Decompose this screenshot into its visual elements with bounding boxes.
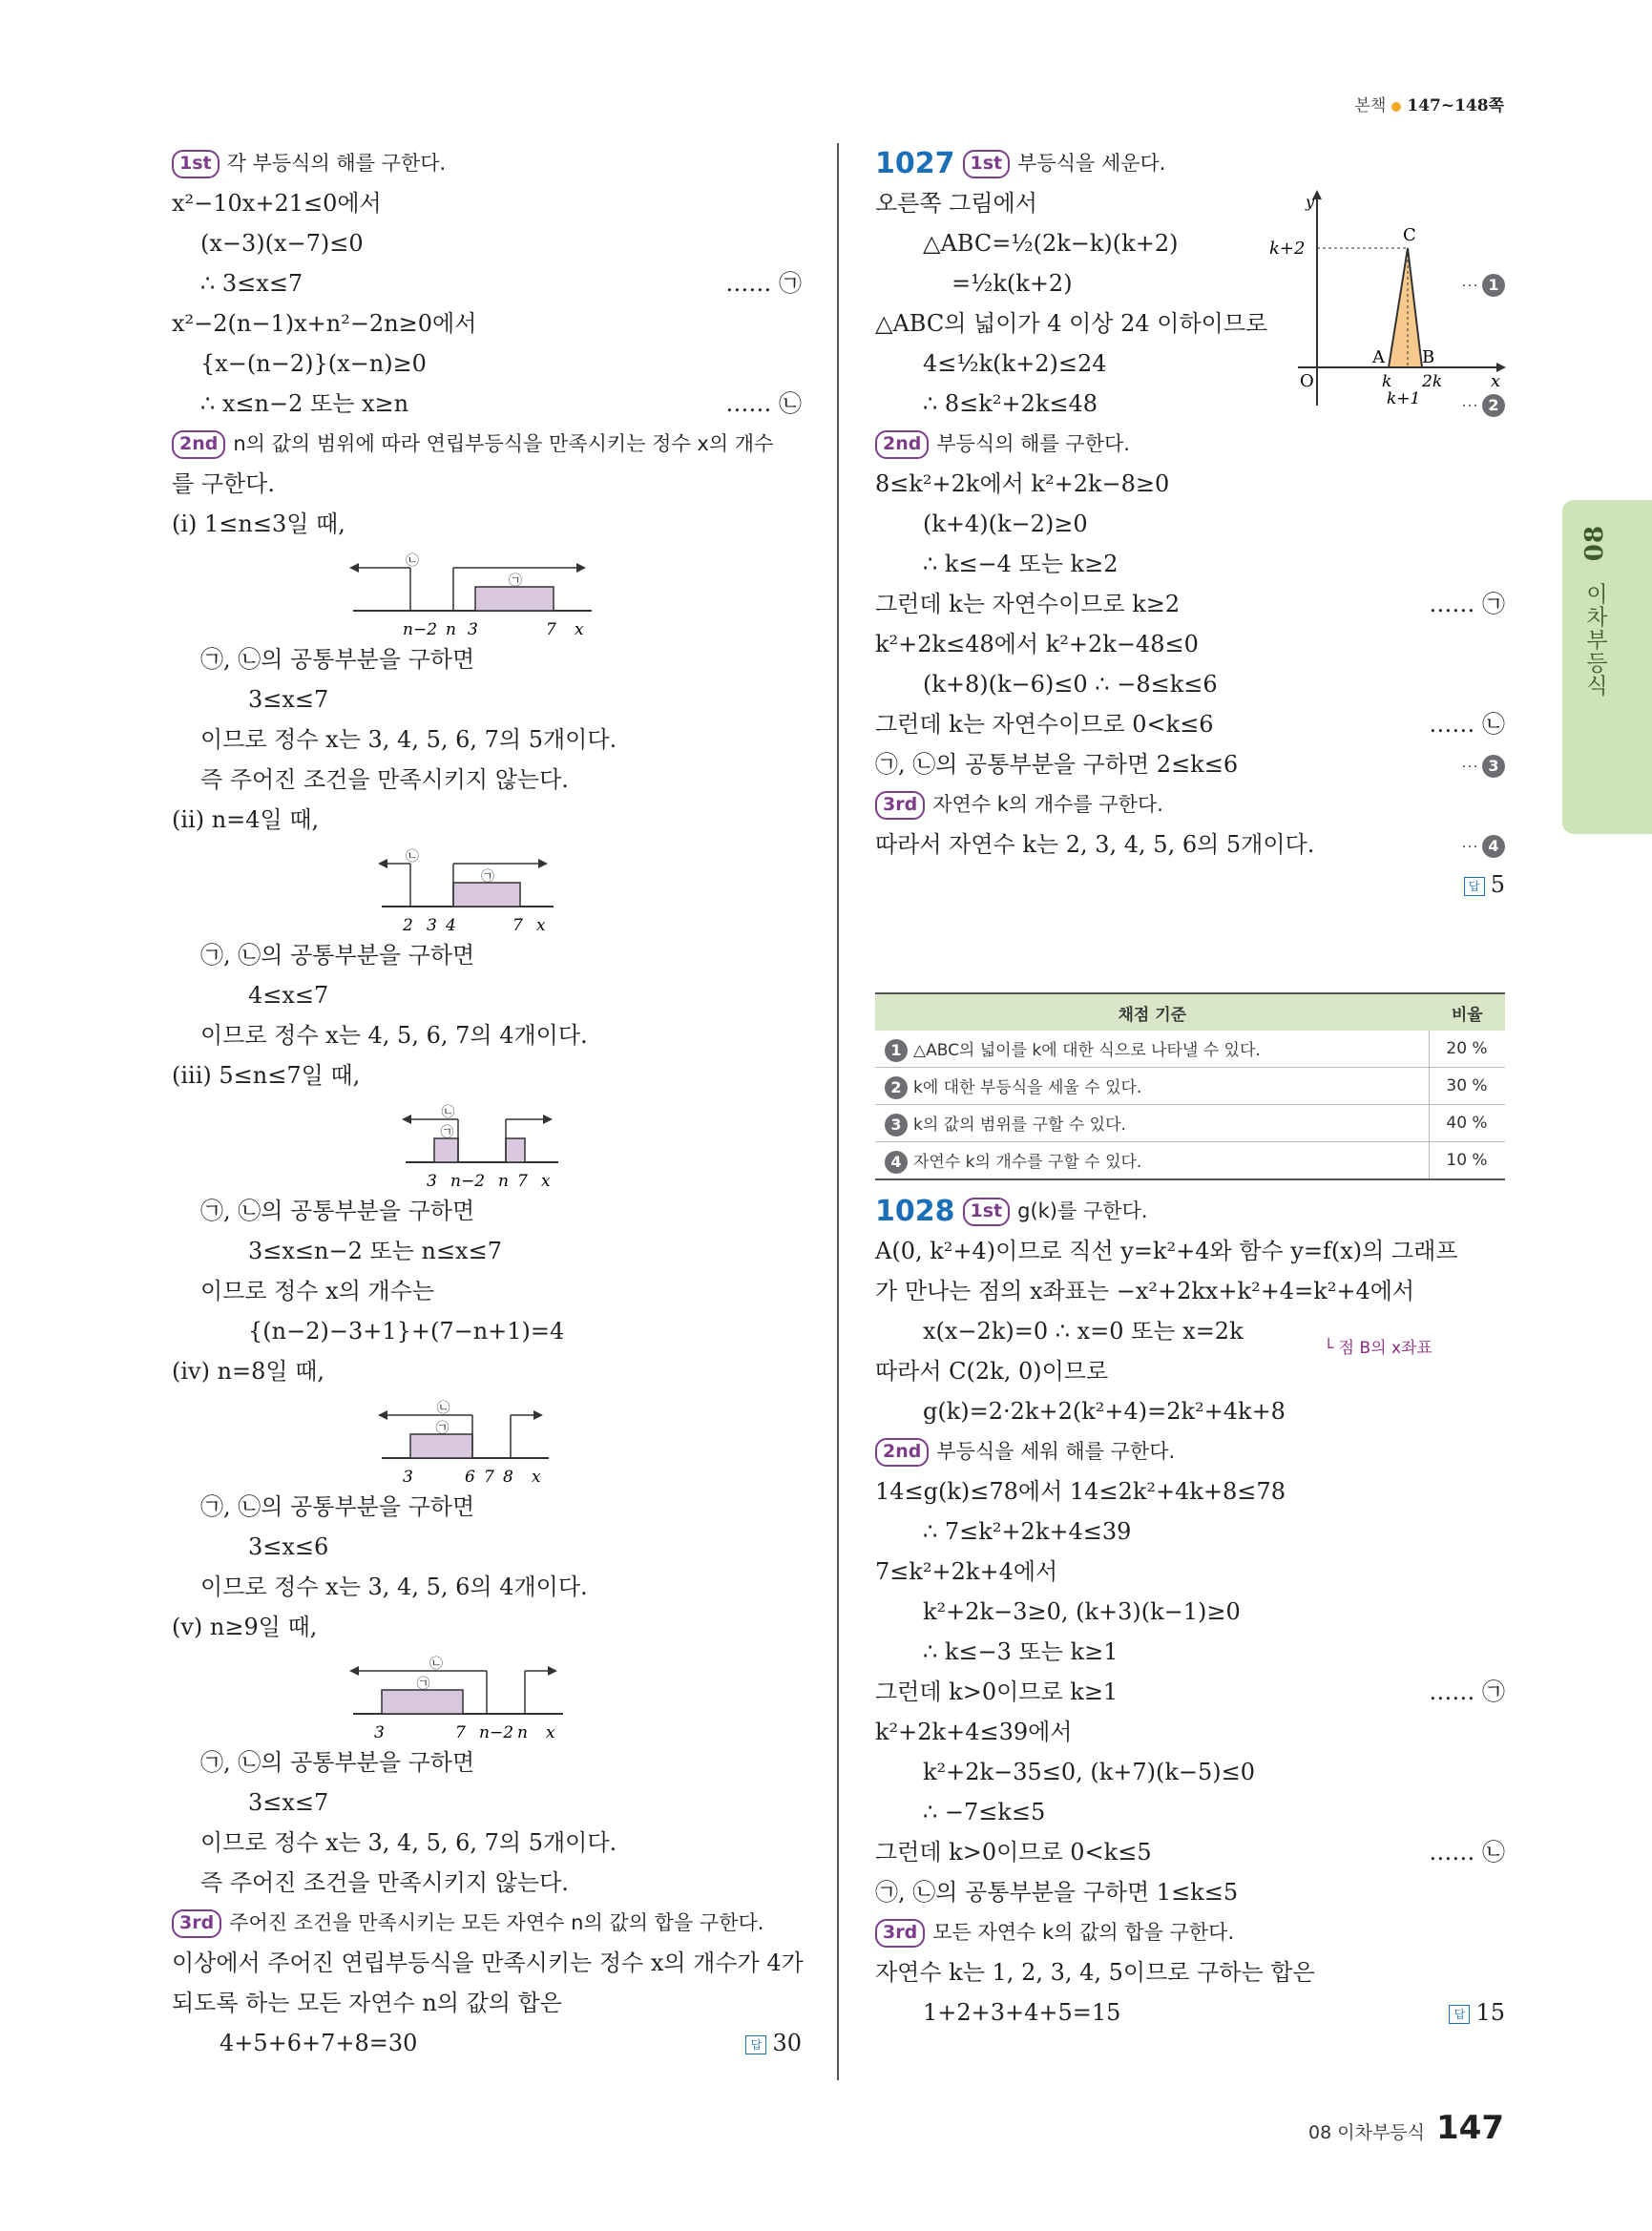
number-line-svg-i: [172, 544, 744, 639]
answer-icon: 답: [745, 2035, 766, 2054]
tick-label: 3: [427, 916, 437, 935]
line-text: 그런데 k는 자연수이므로 k≥2: [875, 591, 1181, 617]
number-line-v: [172, 1647, 802, 1742]
line-text: 1+2+3+4+5=15: [923, 1999, 1121, 2026]
tick-label: 3: [374, 1723, 385, 1742]
math-line: [875, 1311, 1505, 1358]
chapter-side-tab[interactable]: 08 이차부등식: [1562, 500, 1652, 834]
math-line: [172, 935, 802, 975]
math-line: [875, 1271, 1505, 1311]
criterion-number: 4: [885, 1151, 908, 1174]
math-line: [875, 1592, 1505, 1632]
math-line: [875, 824, 1505, 865]
math-line: [172, 800, 802, 840]
math-line: [875, 584, 1505, 624]
tick-label: x: [546, 1723, 555, 1742]
step-heading: [875, 424, 1505, 464]
tick-label: 7: [546, 620, 556, 639]
line-text: g(k)를 구한다.: [1017, 1199, 1148, 1222]
line-text: 이므로 정수 x는 3, 4, 5, 6의 4개이다.: [200, 1574, 588, 1600]
line-text: 4+5+6+7+8=30: [220, 2030, 418, 2056]
svg-text:㉡: ㉡: [429, 1657, 443, 1672]
math-line: [875, 704, 1505, 744]
step-heading: [875, 1912, 1505, 1952]
equation-tag: …… ㉠: [1429, 591, 1505, 617]
line-text: 3≤x≤6: [248, 1533, 329, 1560]
score-row: [875, 1142, 1505, 1180]
line-text: △ABC=½(2k−k)(k+2): [923, 230, 1179, 257]
tick-label: n−2: [479, 1723, 514, 1742]
line-text: 가 만나는 점의 x좌표는 −x²+2kx+k²+4=k²+4에서: [875, 1278, 1415, 1304]
math-line: [172, 1567, 802, 1607]
score-ratio: 40 %: [1430, 1105, 1506, 1142]
tri-x: x: [1491, 371, 1501, 391]
line-text: ㉠, ㉡의 공통부분을 구하면: [200, 942, 475, 969]
math-line: [172, 1863, 802, 1903]
math-line: [875, 664, 1505, 704]
line-text: 이므로 정수 x는 4, 5, 6, 7의 4개이다.: [200, 1022, 588, 1049]
step-heading: [875, 1431, 1505, 1471]
score-ratio: 30 %: [1430, 1068, 1506, 1105]
criteria-text: k의 값의 범위를 구할 수 있다.: [913, 1115, 1126, 1135]
line-text: 오른쪽 그림에서: [875, 190, 1037, 217]
score-header-ratio: 비율: [1430, 993, 1506, 1031]
equation-tag: …… ㉡: [1429, 711, 1505, 738]
header-page-ref: 본책 147~148쪽: [1354, 96, 1504, 115]
svg-text:㉠: ㉠: [435, 1421, 450, 1436]
line-text: x²−10x+21≤0에서: [172, 190, 382, 217]
tick-label: n: [517, 1723, 528, 1742]
math-line: [875, 1832, 1505, 1872]
number-line-ii: [172, 840, 802, 935]
line-text: k²+2k−35≤0, (k+7)(k−5)≤0: [923, 1759, 1256, 1785]
tick-label: x: [532, 1468, 541, 1487]
tick-label: 7: [517, 1172, 528, 1191]
line-text: 4≤½k(k+2)≤24: [923, 350, 1107, 377]
annotation-note: └ 점 B의 x좌표: [1324, 1339, 1432, 1358]
line-text: (x−3)(x−7)≤0: [200, 230, 364, 257]
math-line: [875, 1231, 1505, 1271]
tick-label: x: [536, 916, 546, 935]
equation-tag: …… ㉠: [725, 270, 802, 297]
step-heading: [172, 143, 802, 183]
line-text: (iii) 5≤n≤7일 때,: [172, 1062, 361, 1089]
tick-label: 2: [403, 916, 413, 935]
line-text: (ii) n=4일 때,: [172, 806, 320, 833]
criterion-number: 2: [885, 1076, 908, 1099]
criterion-number: 3: [1482, 755, 1505, 778]
tick-label: 3: [427, 1172, 437, 1191]
math-line: [172, 263, 802, 303]
math-line: [172, 1943, 802, 1983]
tri-y: y: [1306, 193, 1315, 211]
score-criteria: [875, 1142, 1430, 1180]
svg-text:㉠: ㉠: [481, 869, 494, 885]
page-number: 147: [1436, 2109, 1504, 2147]
tri-k1: k+1: [1387, 389, 1421, 408]
answer: [1464, 865, 1505, 905]
line-text: 자연수 k의 개수를 구한다.: [932, 793, 1163, 816]
line-text: 를 구한다.: [172, 470, 275, 497]
score-ratio: 10 %: [1430, 1142, 1506, 1180]
line-text: 주어진 조건을 만족시키는 모든 자연수 n의 값의 합을 구한다.: [229, 1911, 764, 1934]
criteria-text: 자연수 k의 개수를 구할 수 있다.: [913, 1152, 1142, 1172]
scoring-table: [875, 992, 1505, 1180]
math-line: [875, 1992, 1505, 2033]
arrow-icon: ⋯: [1461, 396, 1478, 416]
line-text: g(k)=2·2k+2(k²+4)=2k²+4k+8: [923, 1398, 1286, 1425]
line-text: k²+2k+4≤39에서: [875, 1719, 1073, 1745]
line-text: ∴ 8≤k²+2k≤48: [923, 390, 1098, 417]
criteria-text: △ABC의 넓이를 k에 대한 식으로 나타낼 수 있다.: [913, 1040, 1261, 1060]
math-line: [172, 1742, 802, 1783]
line-text: 8≤k²+2k에서 k²+2k−8≥0: [875, 470, 1170, 497]
line-text: 3≤x≤n−2 또는 n≤x≤7: [248, 1238, 502, 1264]
tick-label: n: [446, 620, 456, 639]
score-criteria: [875, 1105, 1430, 1142]
math-line: [172, 1487, 802, 1527]
math-line: [172, 2023, 802, 2063]
line-text: {x−(n−2)}(x−n)≥0: [200, 350, 427, 377]
line-text: =½k(k+2): [951, 270, 1073, 297]
math-line: [875, 1552, 1505, 1592]
math-line: [875, 544, 1505, 584]
tick-label: n−2: [403, 620, 438, 639]
math-line: [875, 744, 1505, 784]
line-text: 따라서 자연수 k는 2, 3, 4, 5, 6의 5개이다.: [875, 831, 1315, 858]
tick-label: 4: [446, 916, 456, 935]
equation-tag: …… ㉡: [725, 390, 802, 417]
svg-text:㉠: ㉠: [416, 1677, 430, 1692]
line-text: 자연수 k는 1, 2, 3, 4, 5이므로 구하는 합은: [875, 1959, 1315, 1986]
step-badge: 1st: [172, 150, 220, 178]
score-header-criteria: 채점 기준: [875, 993, 1430, 1031]
step-badge: 2nd: [875, 1438, 929, 1467]
math-line: [875, 1632, 1505, 1672]
math-line: [875, 464, 1505, 504]
line-text: 이므로 정수 x의 개수는: [200, 1278, 435, 1304]
step-badge: 3rd: [172, 1909, 221, 1938]
line-text: (k+8)(k−6)≤0 ∴ −8≤k≤6: [923, 671, 1218, 698]
math-line: [875, 1752, 1505, 1792]
tri-2k: 2k: [1422, 372, 1443, 391]
line-text: 각 부등식의 해를 구한다.: [226, 152, 447, 175]
tick-label: 7: [512, 916, 523, 935]
tri-top: k+2: [1269, 239, 1306, 259]
criterion-marker: [1461, 824, 1505, 867]
svg-text:㉠: ㉠: [440, 1125, 454, 1140]
score-criteria: [875, 1031, 1430, 1068]
line-text: 4≤x≤7: [248, 982, 329, 1009]
math-line: [875, 1712, 1505, 1752]
line-text: ㉠, ㉡의 공통부분을 구하면: [200, 1493, 475, 1520]
line-text: ∴ k≤−3 또는 k≥1: [923, 1638, 1119, 1665]
line-text: 따라서 C(2k, 0)이므로: [875, 1358, 1109, 1385]
tri-C: C: [1403, 225, 1416, 245]
line-text: ㉠, ㉡의 공통부분을 구하면 2≤k≤6: [875, 751, 1239, 778]
line-text: k²+2k≤48에서 k²+2k−48≤0: [875, 631, 1199, 657]
math-line: [875, 504, 1505, 544]
svg-text:㉡: ㉡: [436, 1401, 450, 1416]
tick-label: 3: [403, 1468, 413, 1487]
math-line: [875, 1391, 1505, 1431]
math-line: [172, 679, 802, 719]
line-text: A(0, k²+4)이므로 직선 y=k²+4와 함수 y=f(x)의 그래프: [875, 1238, 1458, 1264]
line-text: x(x−2k)=0 ∴ x=0 또는 x=2k: [923, 1318, 1244, 1345]
step-badge: 3rd: [875, 791, 925, 820]
answer-value: 15: [1475, 1999, 1505, 2026]
line-text: (k+4)(k−2)≥0: [923, 511, 1088, 537]
math-line: [172, 1527, 802, 1567]
number-line-iii: [172, 1095, 802, 1191]
step-badge: 3rd: [875, 1919, 925, 1948]
line-text: 7≤k²+2k+4에서: [875, 1558, 1058, 1585]
equation-tag: …… ㉠: [1429, 1678, 1505, 1705]
math-line: [172, 1015, 802, 1055]
line-text: 14≤g(k)≤78에서 14≤2k²+4k+8≤78: [875, 1478, 1286, 1505]
answer: [1449, 1992, 1505, 2033]
tri-A: A: [1372, 347, 1385, 367]
tick-label: n: [498, 1172, 509, 1191]
tick-label: 7: [455, 1723, 466, 1742]
line-text: ∴ 3≤x≤7: [200, 270, 303, 297]
line-text: ㉠, ㉡의 공통부분을 구하면: [200, 1749, 475, 1776]
line-text: 이상에서 주어진 연립부등식을 만족시키는 정수 x의 개수가 4가: [172, 1950, 804, 1976]
arrow-icon: ⋯: [1461, 837, 1478, 857]
score-ratio: 20 %: [1430, 1031, 1506, 1068]
line-text: (v) n≥9일 때,: [172, 1614, 318, 1640]
line-text: n의 값의 범위에 따라 연립부등식을 만족시키는 정수 x의 개수: [233, 432, 774, 455]
tri-origin: O: [1300, 371, 1314, 391]
line-text: 되도록 하는 모든 자연수 n의 값의 합은: [172, 1990, 562, 2016]
step-heading: [875, 784, 1505, 824]
math-line: [172, 464, 802, 504]
step-badge: 1st: [963, 1198, 1011, 1226]
equation-tag: …… ㉡: [1429, 1839, 1505, 1866]
tick-label: 7: [484, 1468, 494, 1487]
line-text: 이므로 정수 x는 3, 4, 5, 6, 7의 5개이다.: [200, 726, 617, 753]
tri-B: B: [1422, 347, 1435, 367]
line-text: 그런데 k는 자연수이므로 0<k≤6: [875, 711, 1214, 738]
line-text: 즉 주어진 조건을 만족시키지 않는다.: [200, 1869, 569, 1896]
math-line: [172, 1983, 802, 2023]
math-line: [172, 1823, 802, 1863]
triangle-figure: [1269, 186, 1508, 415]
step-badge: 2nd: [875, 430, 929, 459]
answer-icon: 답: [1449, 2005, 1470, 2024]
line-text: 부등식을 세운다.: [1017, 152, 1166, 175]
math-line: [172, 975, 802, 1015]
tick-label: x: [575, 620, 584, 639]
line-text: 모든 자연수 k의 값의 합을 구한다.: [932, 1921, 1235, 1944]
criterion-number: 4: [1482, 835, 1505, 858]
line-text: k²+2k−3≥0, (k+3)(k−1)≥0: [923, 1598, 1241, 1625]
score-row: [875, 1068, 1505, 1105]
line-text: ∴ x≤n−2 또는 x≥n: [200, 390, 409, 417]
math-line: [172, 1783, 802, 1823]
line-text: ∴ −7≤k≤5: [923, 1799, 1046, 1825]
math-line: [875, 1792, 1505, 1832]
criterion-number: 1: [1482, 274, 1505, 297]
line-text: {(n−2)−3+1}+(7−n+1)=4: [248, 1318, 565, 1345]
math-line: [875, 865, 1505, 905]
math-line: [172, 1055, 802, 1095]
line-text: ㉠, ㉡의 공통부분을 구하면: [200, 1198, 475, 1224]
line-text: 부등식을 세워 해를 구한다.: [936, 1440, 1176, 1463]
tick-label: n−2: [450, 1172, 486, 1191]
math-line: [875, 1952, 1505, 1992]
math-line: [875, 1471, 1505, 1512]
line-text: 부등식의 해를 구한다.: [936, 432, 1130, 455]
math-line: [172, 1271, 802, 1311]
criterion-marker: [1461, 744, 1505, 787]
left-column: [172, 143, 802, 2063]
number-line-svg-ii: [172, 840, 744, 935]
tick-label: 8: [503, 1468, 513, 1487]
step-heading: [172, 1903, 802, 1943]
line-text: 즉 주어진 조건을 만족시키지 않는다.: [200, 766, 569, 793]
answer: [745, 2023, 802, 2063]
criterion-number: 2: [1482, 394, 1505, 417]
step-heading: [875, 1191, 1505, 1231]
answer-value: 30: [772, 2030, 802, 2056]
criteria-text: k에 대한 부등식을 세울 수 있다.: [913, 1077, 1142, 1097]
number-line-iv: [172, 1391, 802, 1487]
line-text: ㉠, ㉡의 공통부분을 구하면 1≤k≤5: [875, 1879, 1239, 1906]
arrow-icon: ⋯: [1461, 276, 1478, 296]
svg-text:㉡: ㉡: [406, 849, 419, 865]
line-text: ㉠, ㉡의 공통부분을 구하면: [200, 646, 475, 673]
math-line: [172, 1607, 802, 1647]
math-line: [875, 1872, 1505, 1912]
line-text: x²−2(n−1)x+n²−2n≥0에서: [172, 310, 477, 337]
tick-label: x: [541, 1172, 551, 1191]
math-line: [172, 384, 802, 424]
math-line: [172, 1191, 802, 1231]
svg-text:㉡: ㉡: [441, 1105, 455, 1120]
step-heading: [172, 424, 802, 464]
tick-label: 3: [468, 620, 478, 639]
score-row: [875, 1031, 1505, 1068]
math-line: [172, 1311, 802, 1351]
tick-label: 6: [465, 1468, 475, 1487]
number-line-svg-v: [172, 1647, 744, 1742]
criterion-number: 3: [885, 1114, 908, 1136]
line-text: ∴ k≤−4 또는 k≥2: [923, 551, 1119, 577]
line-text: 3≤x≤7: [248, 1789, 329, 1816]
line-text: 그런데 k>0이므로 0<k≤5: [875, 1839, 1152, 1866]
answer-icon: 답: [1464, 877, 1485, 896]
line-text: 3≤x≤7: [248, 686, 329, 713]
math-line: [172, 760, 802, 800]
math-line: [172, 303, 802, 344]
line-text: (iv) n=8일 때,: [172, 1358, 325, 1385]
math-line: [172, 639, 802, 679]
arrow-icon: ⋯: [1461, 757, 1478, 777]
math-line: [172, 1231, 802, 1271]
number-line-svg-iii: [172, 1095, 744, 1191]
svg-text:㉠: ㉠: [509, 573, 522, 589]
problem-number: 1027: [875, 147, 955, 180]
line-text: △ABC의 넓이가 4 이상 24 이하이므로: [875, 310, 1268, 337]
math-line: [875, 1512, 1505, 1552]
math-line: [875, 1672, 1505, 1712]
line-text: ∴ 7≤k²+2k+4≤39: [923, 1518, 1132, 1545]
score-criteria: [875, 1068, 1430, 1105]
step-badge: 2nd: [172, 430, 225, 459]
math-line: [172, 344, 802, 384]
number-line-i: [172, 544, 802, 639]
line-text: (i) 1≤n≤3일 때,: [172, 511, 345, 537]
math-line: [172, 1351, 802, 1391]
step-badge: 1st: [963, 150, 1011, 178]
step-heading: [875, 143, 1505, 183]
math-line: [875, 1351, 1505, 1391]
svg-text:㉡: ㉡: [406, 553, 419, 569]
number-line-svg-iv: [172, 1391, 744, 1487]
tri-k: k: [1382, 372, 1392, 391]
criterion-number: 1: [885, 1039, 908, 1062]
math-line: [172, 504, 802, 544]
math-line: [875, 624, 1505, 664]
math-line: [172, 183, 802, 223]
line-text: 그런데 k>0이므로 k≥1: [875, 1678, 1119, 1705]
math-line: [172, 223, 802, 263]
line-text: 이므로 정수 x는 3, 4, 5, 6, 7의 5개이다.: [200, 1829, 617, 1856]
problem-number: 1028: [875, 1195, 955, 1228]
math-line: [172, 719, 802, 760]
footer: 08 이차부등식 147: [1308, 2109, 1504, 2147]
column-divider: [837, 143, 839, 2080]
answer-value: 5: [1490, 871, 1505, 898]
score-row: [875, 1105, 1505, 1142]
